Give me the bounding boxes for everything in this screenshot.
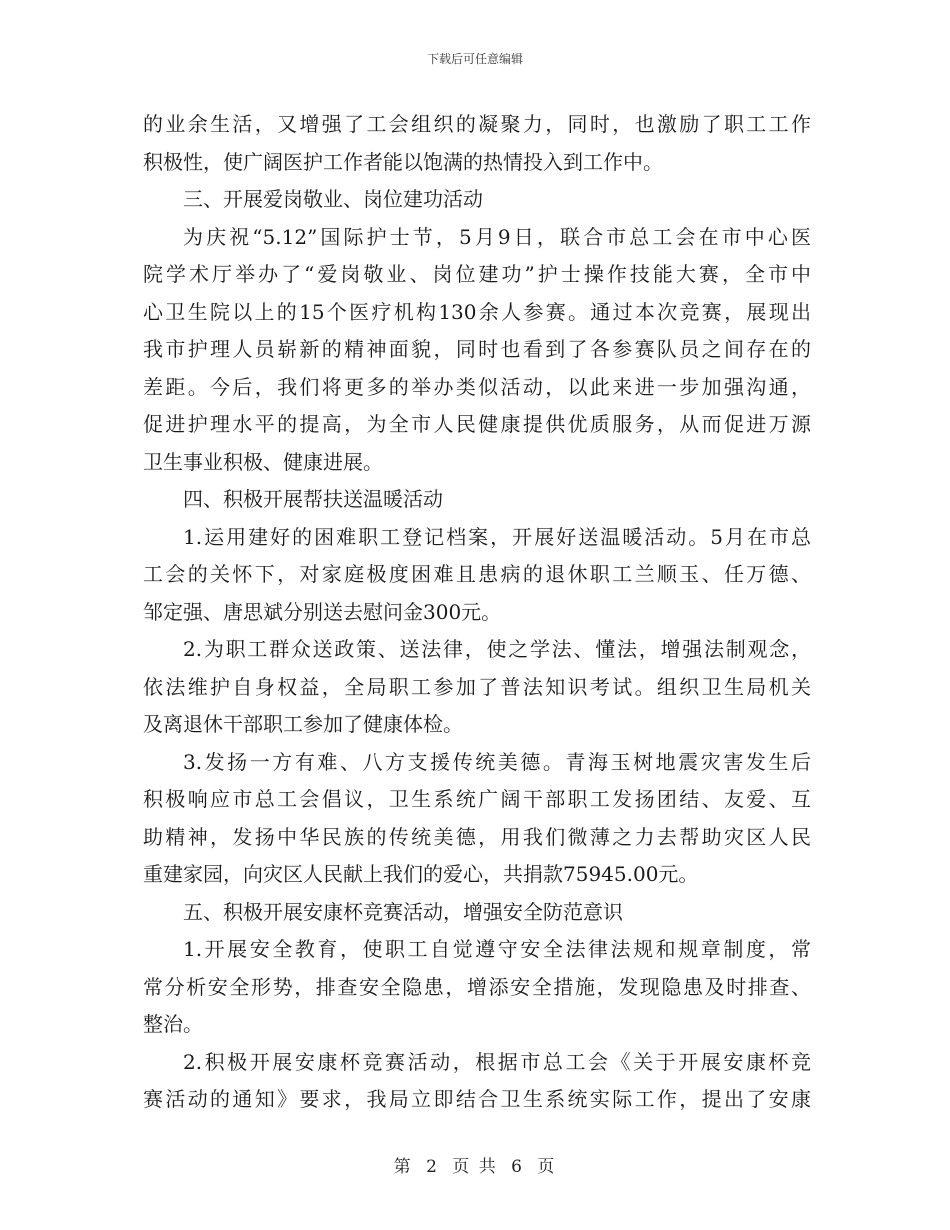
paragraph-line: 常分析安全形势，排查安全隐患，增添安全措施，发现隐患及时排查、: [143, 974, 811, 999]
page-footer: [0, 1152, 950, 1177]
paragraph-line: 工会的关怀下，对家庭极度困难且患病的退休职工兰顺玉、任万德、: [143, 562, 811, 586]
section-heading: 四、积极开展帮扶送温暖活动: [183, 487, 443, 511]
footer-mid: 页 共: [452, 1157, 498, 1177]
paragraph-line: 促进护理水平的提高，为全市人民健康提供优质服务，从而促进万源: [143, 412, 811, 436]
paragraph-line: 积极响应市总工会倡议，卫生系统广阔干部职工发扬团结、友爱、互: [143, 787, 811, 811]
paragraph-line: 3.发扬一方有难、八方支援传统美德。青海玉树地震灾害发生后: [183, 749, 811, 774]
paragraph-line: 及离退休干部职工参加了健康体检。: [143, 712, 463, 736]
page-header: 下载后可任意编辑: [426, 52, 523, 66]
footer-total-pages: 6: [511, 1157, 524, 1177]
paragraph-line: 2.为职工群众送政策、送法律，使之学法、懂法，增强法制观念，: [183, 637, 811, 661]
paragraph-line: 1.运用建好的困难职工登记档案，开展好送温暖活动。5月在市总: [183, 524, 811, 549]
footer-page-number: 2: [426, 1157, 439, 1177]
paragraph-line: 依法维护自身权益，全局职工参加了普法知识考试。组织卫生局机关: [143, 674, 811, 699]
footer-suffix: 页: [537, 1157, 557, 1177]
paragraph-line: 差距。今后，我们将更多的举办类似活动，以此来进一步加强沟通，: [143, 374, 811, 399]
paragraph-line: 院学术厅举办了“爱岗敬业、岗位建功”护士操作技能大赛，全市中: [143, 262, 811, 286]
paragraph-line: 整治。: [143, 1012, 203, 1036]
paragraph-line: 为庆祝“5.12”国际护士节，5月9日，联合市总工会在市中心医: [183, 224, 811, 249]
paragraph-line: 我市护理人员崭新的精神面貌，同时也看到了各参赛队员之间存在的: [143, 337, 811, 361]
paragraph-line: 1.开展安全教育，使职工自觉遵守安全法律法规和规章制度，常: [183, 937, 811, 961]
paragraph-line: 积极性，使广阔医护工作者能以饱满的热情投入到工作中。: [143, 149, 663, 174]
paragraph-line: 助精神，发扬中华民族的传统美德，用我们微薄之力去帮助灾区人民: [143, 824, 811, 849]
paragraph-line: 2.积极开展安康杯竞赛活动，根据市总工会《关于开展安康杯竞: [183, 1049, 811, 1074]
paragraph-line: 卫生事业积极、健康进展。: [143, 449, 383, 474]
section-heading: 三、开展爱岗敬业、岗位建功活动: [183, 187, 483, 211]
paragraph-line: 邹定强、唐思斌分别送去慰问金300元。: [143, 599, 502, 624]
document-body: [143, 106, 811, 1119]
section-heading: 五、积极开展安康杯竞赛活动，增强安全防范意识: [183, 899, 623, 924]
paragraph-line: 的业余生活，又增强了工会组织的凝聚力，同时，也激励了职工工作: [143, 112, 811, 136]
paragraph-line: 心卫生院以上的15个医疗机构130余人参赛。通过本次竞赛，展现出: [143, 299, 811, 324]
paragraph-line: 重建家园，向灾区人民献上我们的爱心，共捐款75945.00元。: [143, 862, 699, 886]
footer-prefix: 第: [393, 1157, 413, 1177]
paragraph-line: 赛活动的通知》要求，我局立即结合卫生系统实际工作，提出了安康: [143, 1087, 811, 1111]
